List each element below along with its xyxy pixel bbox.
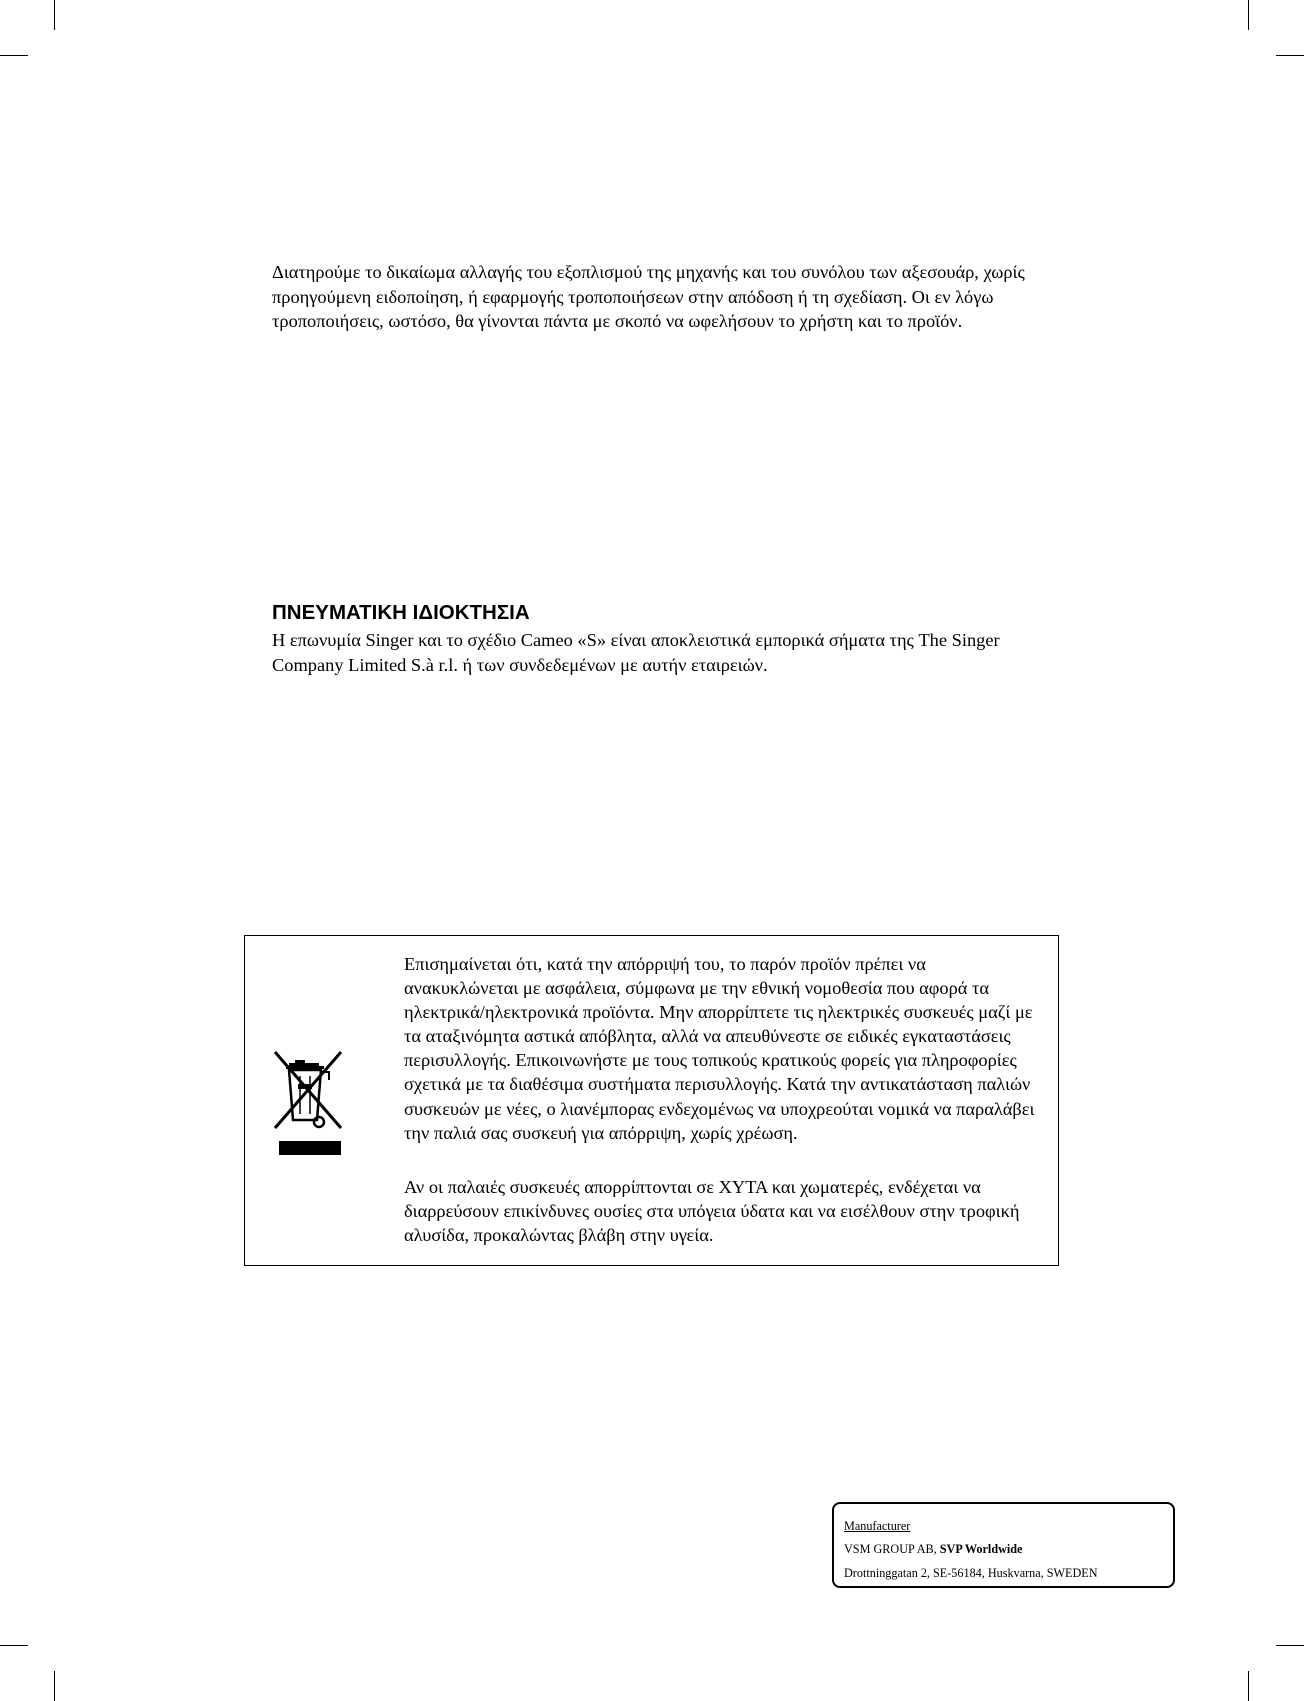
manufacturer-box bbox=[832, 1502, 1175, 1588]
weee-paragraph-landfill: Αν οι παλαιές συσκευές απορρίπτονται σε ΧΥΤΑ και χωματερές, ενδέχεται να διαρρεύσουν επικίνδυνες ουσίες στα υπόγεια ύδατα και να εισέλθουν στην τροφική αλυσίδα, προκαλώντας βλάβη στην υγεία. bbox=[404, 1177, 1020, 1246]
intellectual-property-paragraph: Η επωνυμία Singer και το σχέδιο Cameo «S» είναι αποκλειστικά εμπορικά σήματα της The Singer Company Limited S.à r.l. ή των συνδεδεμένων με αυτήν εταιρειών. bbox=[272, 630, 1000, 675]
crop-mark bbox=[54, 0, 55, 30]
weee-paragraph-disposal: Επισημαίνεται ότι, κατά την απόρριψή του, το παρόν προϊόν πρέπει να ανακυκλώνεται με ασφάλεια, σύμφωνα με την εθνική νομοθεσία που αφορά τα ηλεκτρικά/ηλεκτρονικά προϊόντα. Μην απορρίπτετε τις ηλεκτρικές συσκευές μαζί με τα αταξινόμητα αστικά απόβλητα, αλλά να απευθύνεστε σε ειδικές εγκαταστάσεις περισυλλογής. Επικοινωνήστε με τους τοπικούς κρατικούς φορείς για πληροφορίες σχετικά με τα διαθέσιμα συστήματα περισυλλογής. Κατά την αντικατάσταση παλιών συσκευών με νέες, ο λιανέμπορας ενδεχομένως να υποχρεούται νομικά να παραλάβει την παλιά σας συσκευή για απόρριψη, χωρίς χρέωση. bbox=[404, 954, 1035, 1143]
manufacturer-company: VSM GROUP AB, bbox=[844, 1542, 937, 1557]
crop-mark bbox=[1248, 1671, 1249, 1701]
intellectual-property-heading: ΠΝΕΥΜΑΤΙΚΗ ΙΔΙΟΚΤΗΣΙΑ bbox=[272, 601, 530, 624]
disclaimer-paragraph: Διατηρούμε το δικαίωμα αλλαγής του εξοπλισμού της μηχανής και του συνόλου των αξεσουάρ, χωρίς προηγούμενη ειδοποίηση, ή εφαρμογής τροποποιήσεων στην απόδοση ή τη σχεδίαση. Οι εν λόγω τροποποιήσεις, ωστόσο, θα γίνονται πάντα με σκοπό να ωφελήσουν το χρήστη και το προϊόν. bbox=[272, 262, 1025, 332]
crop-mark bbox=[54, 1671, 55, 1701]
crop-mark bbox=[0, 1645, 28, 1646]
manufacturer-name bbox=[844, 1538, 1173, 1561]
manufacturer-brand: SVP Worldwide bbox=[939, 1542, 1023, 1557]
crop-mark bbox=[1276, 1645, 1304, 1646]
manufacturer-address: Drottninggatan 2, SE-56184, Huskvarna, SWEDEN bbox=[844, 1565, 1098, 1580]
crossed-out-wheelie-bin-icon bbox=[273, 1048, 343, 1158]
weee-notice-box bbox=[244, 935, 1059, 1266]
crop-mark bbox=[1248, 0, 1249, 30]
crop-mark bbox=[1276, 55, 1304, 56]
crop-mark bbox=[0, 55, 28, 56]
manufacturer-label: Manufacturer bbox=[844, 1519, 911, 1533]
